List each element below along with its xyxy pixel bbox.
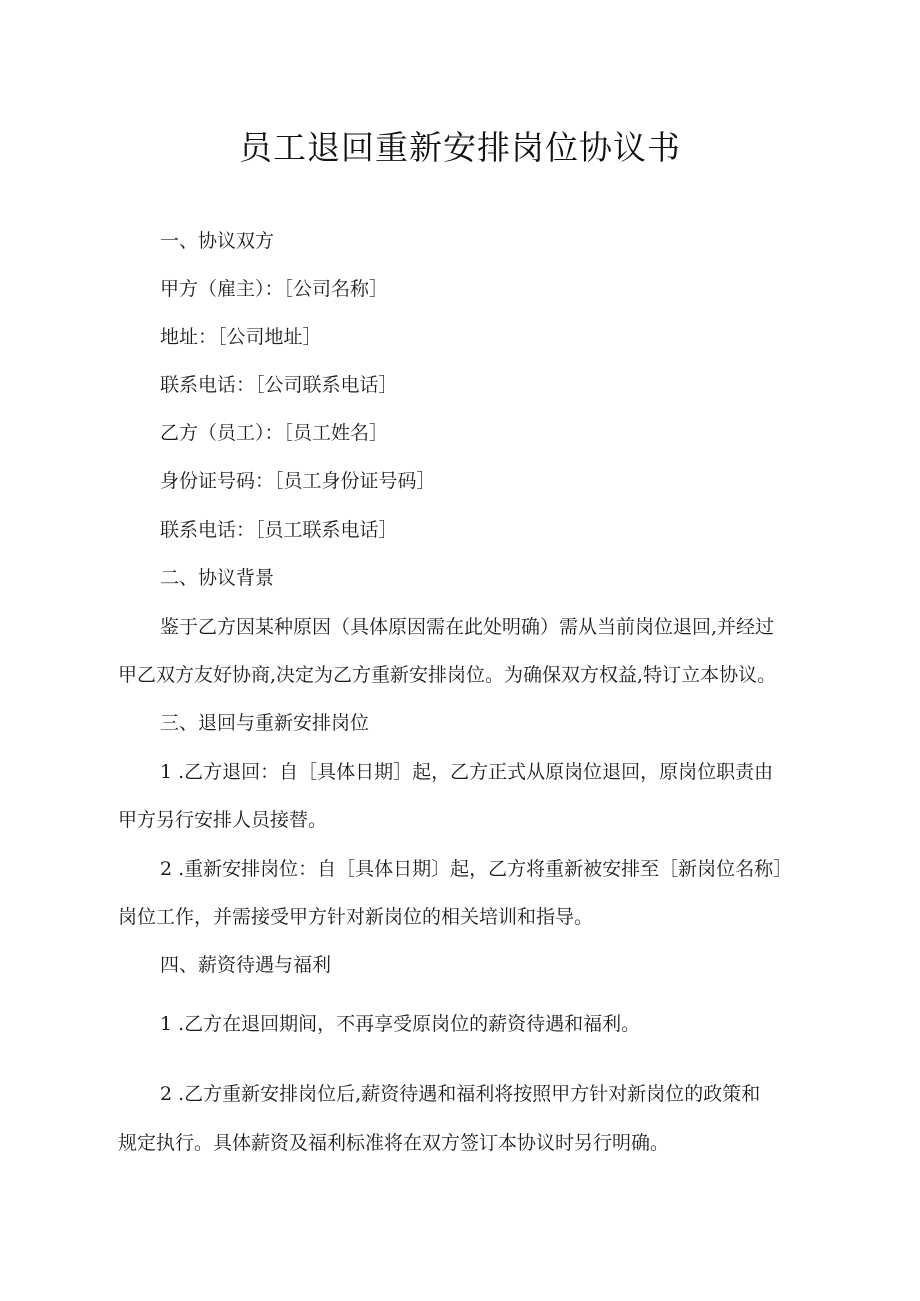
section1-heading: 一、协议双方 (160, 230, 275, 252)
section2-paragraph-line1: 鉴于乙方因某种原因（具体原因需在此处明确）需从当前岗位退回,并经过 (160, 616, 775, 638)
section3-item2-line2: 岗位工作，并需接受甲方针对新岗位的相关培训和指导。 (118, 906, 594, 928)
party-a-line: 甲方（雇主）：［公司名称］ (160, 278, 389, 300)
section4-item1: 1 .乙方在退回期间，不再享受原岗位的薪资待遇和福利。 (160, 1013, 641, 1035)
company-phone-line: 联系电话：［公司联系电话］ (160, 374, 398, 396)
document-title: 员工退回重新安排岗位协议书 (239, 128, 681, 167)
id-number-line: 身份证号码：［员工身份证号码］ (160, 470, 436, 492)
section2-heading: 二、协议背景 (160, 567, 275, 589)
address-line: 地址：［公司地址］ (160, 326, 322, 348)
section3-item1-line1: 1 .乙方退回：自［具体日期］起，乙方正式从原岗位退回，原岗位职责由 (160, 761, 774, 783)
section4-heading: 四、薪资待遇与福利 (160, 954, 332, 976)
section4-item2-line1: 2 .乙方重新安排岗位后,薪资待遇和福利将按照甲方针对新岗位的政策和 (160, 1083, 761, 1105)
section3-heading: 三、退回与重新安排岗位 (160, 712, 370, 734)
party-b-line: 乙方（员工）：［员工姓名］ (160, 422, 389, 444)
section2-paragraph-line2: 甲乙双方友好协商,决定为乙方重新安排岗位。为确保双方权益,特订立本协议。 (118, 664, 777, 686)
section3-item1-line2: 甲方另行安排人员接替。 (118, 809, 328, 831)
section4-item2-line2: 规定执行。具体薪资及福利标准将在双方签订本协议时另行明确。 (118, 1132, 670, 1154)
employee-phone-line: 联系电话：［员工联系电话］ (160, 519, 398, 541)
section3-item2-line1: 2 .重新安排岗位：自［具体日期〕起，乙方将重新被安排至［新岗位名称］ (160, 858, 793, 880)
